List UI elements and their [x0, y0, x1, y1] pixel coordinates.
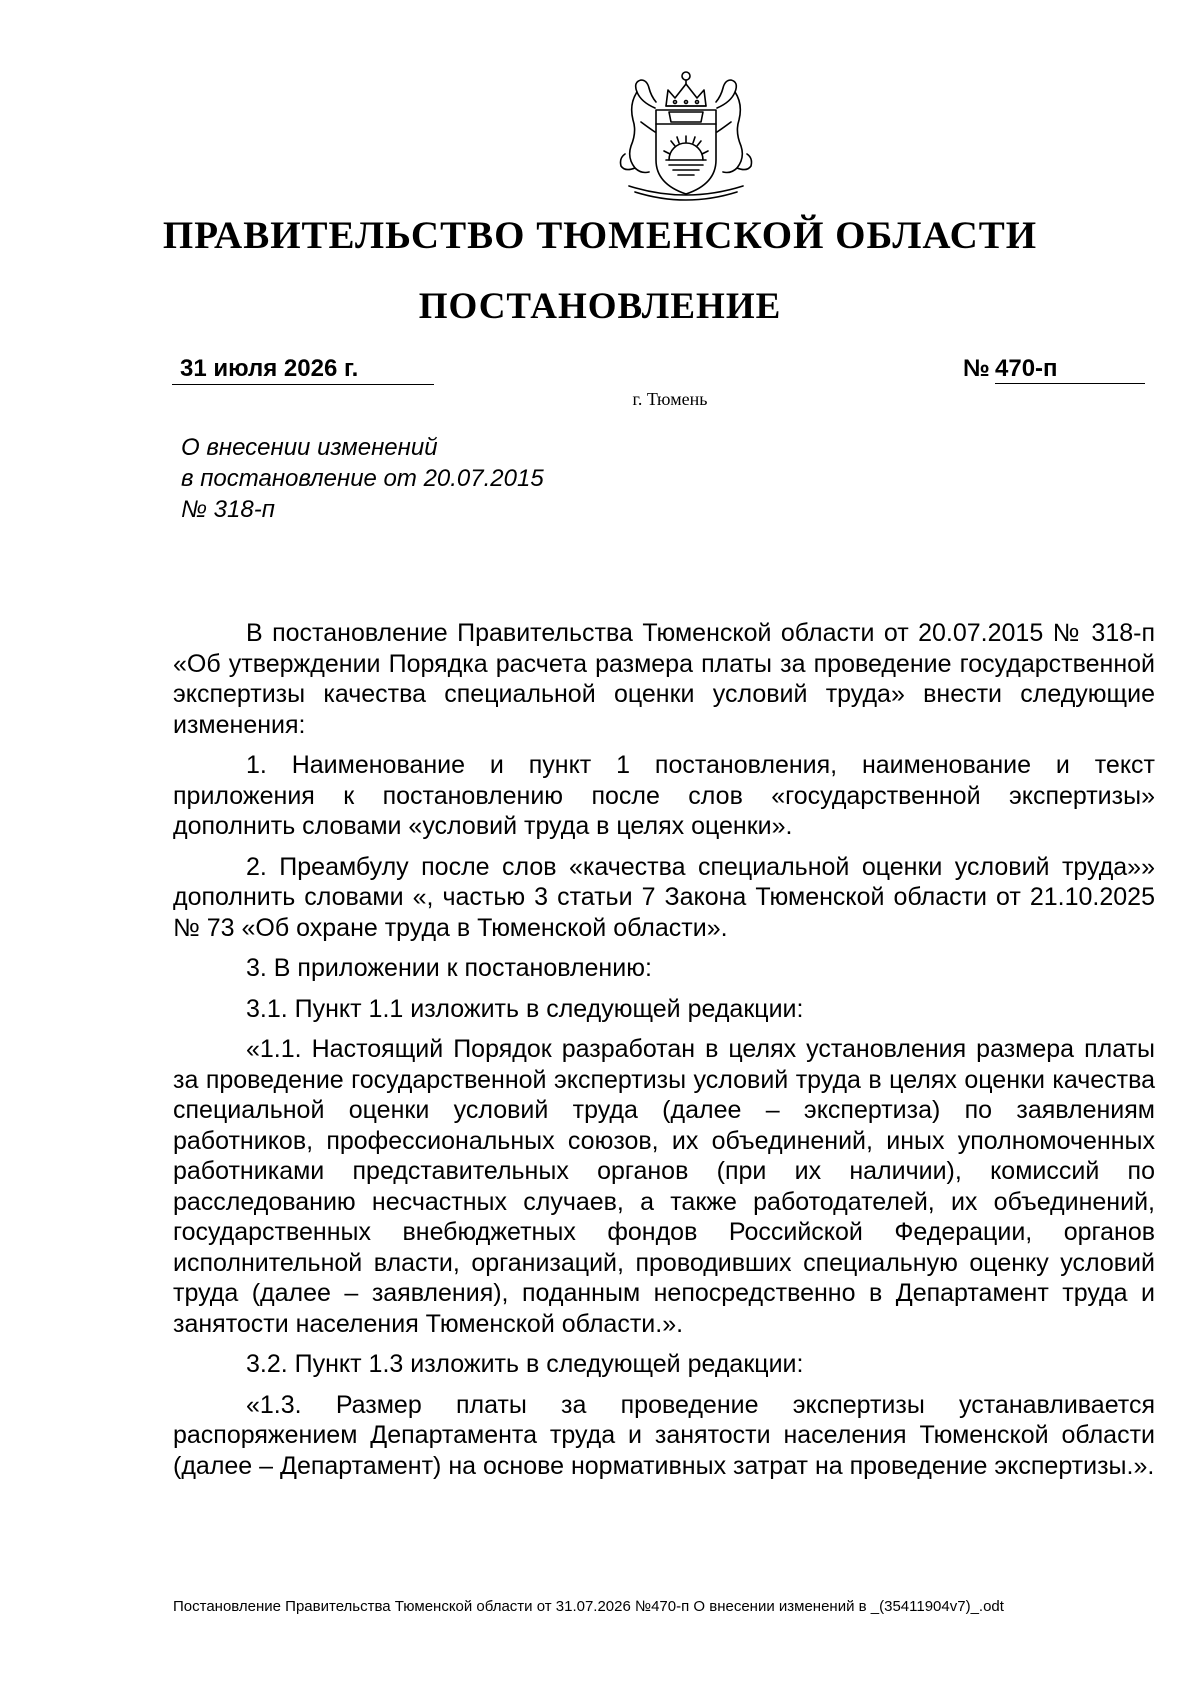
document-body	[173, 618, 1155, 1491]
coat-of-arms-icon	[611, 62, 761, 204]
subject-line: О внесении изменений	[181, 434, 438, 461]
organization-title: ПРАВИТЕЛЬСТВО ТЮМЕНСКОЙ ОБЛАСТИ	[162, 214, 1038, 257]
body-paragraph: 2. Преамбулу после слов «качества специальной оценки условий труда»» дополнить словами «, частью 3 статьи 7 Закона Тюменской области от 21.10.2025 № 73 «Об охране труда в Тюменской области».	[173, 852, 1155, 942]
body-paragraph: 3.1. Пункт 1.1 изложить в следующей редакции:	[246, 994, 804, 1023]
body-paragraph: «1.1. Настоящий Порядок разработан в целях установления размера платы за проведение государственной экспертизы условий труда в целях оценки качества специальной оценки условий труда (далее – экспертиза) по заявлениям работников, профессиональных союзов, их объединений, иных уполномоченных работниками представительных органов (при их наличии), комиссий по расследованию несчастных случаев, а также работодателей, их объединений, государственных внебюджетных фондов Российской Федерации, органов исполнительной власти, организаций, проводивших специальную оценку условий труда (далее – заявления), поданным непосредственно в Департамент труда и занятости населения Тюменской области.».	[173, 1035, 1155, 1338]
document-type: ПОСТАНОВЛЕНИЕ	[418, 286, 782, 327]
city: г. Тюмень	[632, 389, 708, 409]
document-date: 31 июля 2026 г.	[172, 355, 434, 385]
body-paragraph: 1. Наименование и пункт 1 постановления, наименование и текст приложения к постановлению после слов «государственной экспертизы» дополнить словами «условий труда в целях оценки».	[173, 751, 1155, 840]
body-paragraph: 3.2. Пункт 1.3 изложить в следующей редакции:	[246, 1350, 804, 1378]
document-number: 470-п	[995, 355, 1145, 384]
document-number-block	[963, 355, 1145, 385]
document-subject	[181, 432, 661, 525]
subject-line: в постановление от 20.07.2015	[181, 465, 544, 492]
page-footer: Постановление Правительства Тюменской области от 31.07.2026 №470-п О внесении изменений в _(35411904v7)_.odt	[173, 1598, 1004, 1615]
body-paragraph: 3. В приложении к постановлению:	[246, 954, 652, 982]
body-paragraph: «1.3. Размер платы за проведение экспертизы устанавливается распоряжением Департамента труда и занятости населения Тюменской области (далее – Департамент) на основе нормативных затрат на проведение экспертизы.».	[173, 1390, 1155, 1480]
body-paragraph: В постановление Правительства Тюменской области от 20.07.2015 № 318-п «Об утверждении Порядка расчета размера платы за проведение государственной экспертизы качества специальной оценки условий труда» внести следующие изменения:	[173, 619, 1155, 739]
subject-line: № 318-п	[181, 496, 275, 523]
number-sign: №	[963, 355, 990, 382]
